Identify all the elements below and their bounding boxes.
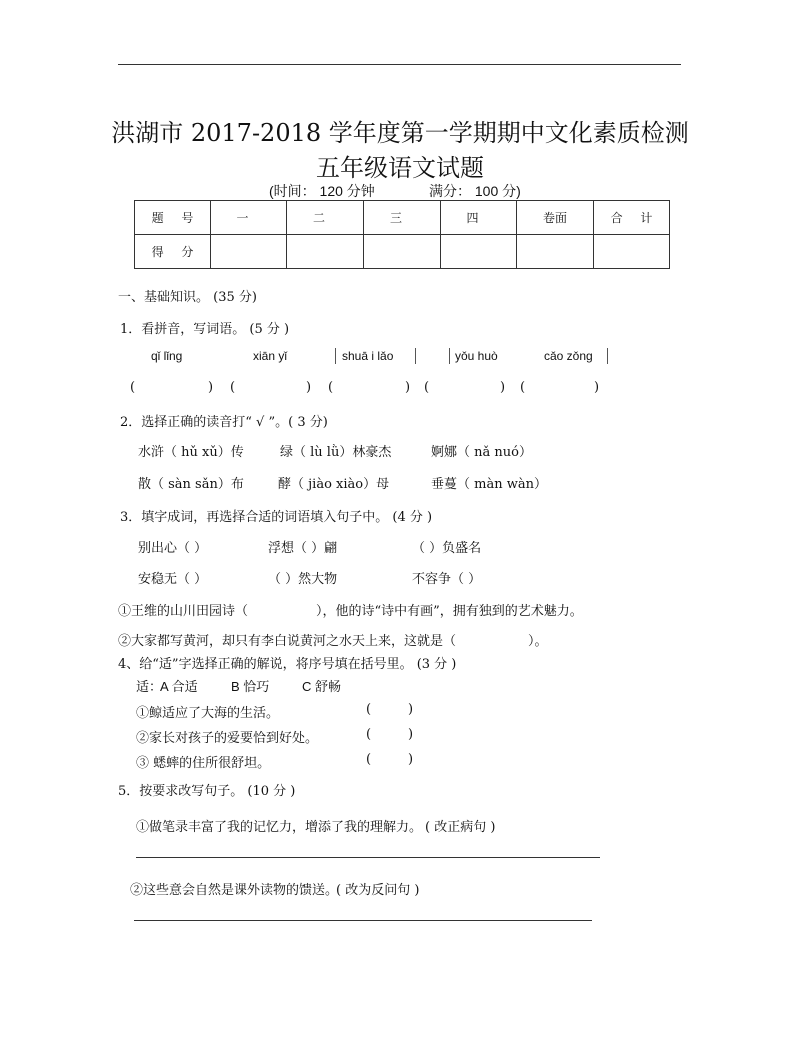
q4-item: ①鲸适应了大海的生活。: [136, 706, 280, 721]
q1-blank-close: ): [500, 380, 506, 395]
q4-prompt: 4、给“适”字选择正确的解说，将序号填在括号里。 (3 分 ): [118, 657, 457, 672]
q3-sentence-1-end: ），他的诗“诗中有画”，拥有独到的艺术魅力。: [316, 604, 583, 619]
q1-blank-open: (: [328, 380, 334, 395]
pinyin-box: [449, 348, 608, 364]
q1-prompt: 1．看拼音，写词语。 (5 分 ): [120, 322, 290, 337]
q4-answer-close: ): [408, 727, 414, 742]
exam-title: 洪湖市 2017-2018 学年度第一学期期中文化素质检测: [111, 119, 689, 147]
score-header-cell: 四: [441, 201, 517, 235]
q3-item: 浮想（ ）翩: [268, 541, 338, 556]
score-header-cell: 三: [364, 201, 441, 235]
score-header-cell: 二: [287, 201, 364, 235]
q2-prompt: 2．选择正确的读音打“ √ ”。( 3 分): [120, 415, 328, 430]
q3-item: （ ）负盛名: [412, 541, 482, 556]
q1-blank-open: (: [520, 380, 526, 395]
q5-prompt: 5．按要求改写句子。 (10 分 ): [118, 784, 296, 799]
q4-answer-open: (: [366, 752, 372, 767]
score-cell[interactable]: [441, 235, 517, 269]
score-header-cell: 一: [211, 201, 287, 235]
q2-item: 垂蔓（ màn wàn）: [431, 477, 547, 492]
full-score: 满分： 100 分): [429, 183, 521, 199]
q3-item: 不容争（ ）: [412, 572, 482, 587]
q4-answer-open: (: [366, 702, 372, 717]
score-row-label: 得 分: [135, 235, 211, 269]
q3-item: 别出心（ ）: [138, 541, 208, 556]
time-limit: (时间： 120 分钟: [269, 183, 375, 199]
q4-answer-close: ): [408, 702, 414, 717]
q3-sentence-2-start: ②大家都写黄河，却只有李白说黄河之水天上来，这就是（: [118, 634, 457, 649]
q4-item: ②家长对孩子的爱要恰到好处。: [136, 731, 319, 746]
q1-blank-open: (: [230, 380, 236, 395]
score-cell[interactable]: [287, 235, 364, 269]
q5-item-text: ②这些意会自然是课外读物的馈送。: [130, 883, 339, 898]
q1-blank-close: ): [208, 380, 214, 395]
q4-option: C 舒畅: [302, 679, 342, 694]
q5-item-text: ①做笔录丰富了我的记忆力，增添了我的理解力。: [136, 820, 423, 835]
q4-option: B 恰巧: [231, 679, 270, 694]
q1-pinyin: yǒu huò: [455, 349, 498, 363]
q4-answer-close: ): [408, 752, 414, 767]
score-table-score-row: [135, 235, 670, 269]
score-header-cell: 题 号: [135, 201, 211, 235]
q4-answer-open: (: [366, 727, 372, 742]
q5-answer-line[interactable]: [134, 920, 592, 921]
q4-item: ③ 蟋蟀的住所很舒坦。: [136, 756, 271, 771]
q1-blank-close: ): [405, 380, 411, 395]
score-table: [134, 200, 670, 269]
q2-item: 婀娜（ nǎ nuó）: [431, 445, 532, 460]
q2-item: 散（ sàn sǎn）布: [138, 477, 244, 492]
q1-blank-open: (: [130, 380, 136, 395]
score-cell[interactable]: [211, 235, 287, 269]
q1-pinyin: shuā i lǎo: [342, 349, 394, 363]
q3-item: （ ）然大物: [268, 572, 338, 587]
header-rule: [118, 64, 681, 65]
q3-sentence-2-end: ）。: [528, 634, 548, 649]
score-cell[interactable]: [594, 235, 670, 269]
score-table-header-row: [135, 201, 670, 235]
q5-item-hint: ( 改为反问句 ): [336, 883, 420, 898]
q1-pinyin: cǎo zǒng: [544, 349, 593, 363]
score-cell[interactable]: [517, 235, 594, 269]
q1-blank-open: (: [424, 380, 430, 395]
q5-answer-line[interactable]: [136, 857, 600, 858]
q1-blank-close: ): [306, 380, 312, 395]
q4-option: A 合适: [160, 679, 198, 694]
q1-pinyin: qǐ lǐng: [151, 349, 183, 363]
score-header-cell: 合 计: [594, 201, 670, 235]
score-header-cell: 卷面: [517, 201, 594, 235]
q2-item: 绿（ lù lǜ）林豪杰: [280, 445, 392, 460]
q3-item: 安稳无（ ）: [138, 572, 208, 587]
q2-item: 水浒（ hǔ xǔ）传: [138, 445, 244, 460]
q2-item: 酵（ jiào xiào）母: [278, 477, 390, 492]
exam-subtitle: 五年级语文试题: [316, 154, 484, 182]
q5-item-hint: ( 改正病句 ): [425, 820, 496, 835]
q4-options-label: 适：: [136, 680, 163, 695]
section-basic-knowledge: 一、基础知识。 (35 分): [118, 290, 257, 305]
score-cell[interactable]: [364, 235, 441, 269]
q3-sentence-1-start: ①王维的山川田园诗（: [118, 604, 249, 619]
q1-pinyin: xiān yǐ: [253, 349, 288, 363]
q3-prompt: 3．填字成词，再选择合适的词语填入句子中。 (4 分 ): [120, 510, 433, 525]
pinyin-box: [335, 348, 416, 364]
q1-blank-close: ): [594, 380, 600, 395]
